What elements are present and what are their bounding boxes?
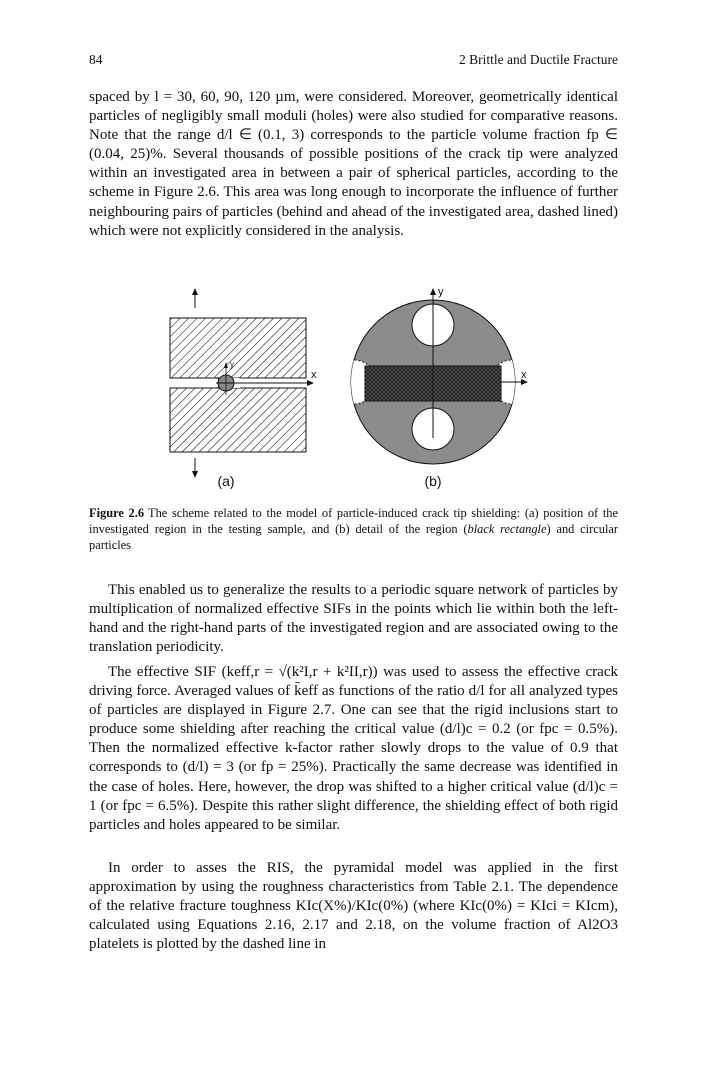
paragraph-1: spaced by l = 30, 60, 90, 120 µm, were considered. Moreover, geometrically identical particles of negligibly small moduli (holes) were also studied for comparative reasons. Note that the range d/l ∈ (0.1, 3) corresponds to the particle volume fraction fp ∈ (0.04, 25)%. Several thousands of possible positions of the crack tip were analyzed within an investigated area in between a pair of spherical particles, according to the scheme in Figure 2.6. This area was long enough to incorporate the influence of further neighbouring pairs of particles (behind and ahead of the investigated area, dashed lined) which were not explicitly considered in the analysis. — [89, 89, 618, 239]
panel-b-y-label: y — [438, 286, 444, 298]
panel-b-x-label: x — [521, 369, 527, 381]
running-title: 2 Brittle and Ductile Fracture — [459, 52, 618, 67]
page-number: 84 — [89, 52, 103, 67]
caption-text-2: ) and circular particles — [89, 522, 619, 553]
panel-a-x-label: x — [311, 369, 317, 381]
panel-b-label: (b) — [424, 473, 442, 489]
paragraph-2: This enabled us to generalize the results to a periodic square network of particles by multiplication of normalized effective SIFs in the points which lie within both the left-hand and the right-hand parts of the investigated region and are associated owing to the translation periodicity. — [89, 582, 618, 656]
page-header — [89, 52, 618, 72]
panel-a-label: (a) — [217, 473, 235, 489]
paragraph-4: In order to asses the RIS, the pyramidal model was applied in the first approximation by using the roughness characteristics from Table 2.1. The dependence of the relative fracture toughness KIc(X%)/KIc(0%) (where KIc(0%) = KIci = KIcm), calculated using Equations 2.16, 2.17 and 2.18, on the volume fraction of Al2O3 platelets is plotted by the dashed line in — [89, 860, 618, 953]
panel-b-detail — [332, 286, 534, 464]
caption-text-italic: black rectangle — [467, 522, 547, 537]
panel-a-y-label: y — [230, 360, 234, 369]
caption-text-1: The scheme related to the model of particle-induced crack tip shielding: (a) position of the investigated region in the testing sample, and (b) detail of the region ( — [89, 506, 618, 537]
panel-a-specimen — [170, 288, 317, 478]
figure-caption — [89, 505, 618, 554]
paragraph-3: The effective SIF (keff,r = √(k²I,r + k²II,r)) was used to assess the effective crack driving force. Averaged values of k̄eff as functions of the ratio d/l for all analyzed types of particles are displayed in Figure 2.7. One can see that the rigid inclusions start to produce some shielding after reaching the critical value (d/l)c = 0.2 (or fpc = 0.5%). Then the normalized effective k-factor rather slowly drops to the value of 0.9 that corresponds to (d/l) = 3 (or fp = 25%). Practically the same decrease was identified in the case of holes. Here, however, the drop was shifted to a higher critical value (d/l)c = 1 (or fpc = 6.5%). Despite this rather slight difference, the shielding effect of both rigid particles and holes appeared to be similar. — [89, 664, 618, 833]
caption-label: Figure 2.6 — [89, 506, 145, 520]
figure-2-6-drawing — [150, 280, 570, 495]
figure-2-6 — [150, 280, 570, 495]
